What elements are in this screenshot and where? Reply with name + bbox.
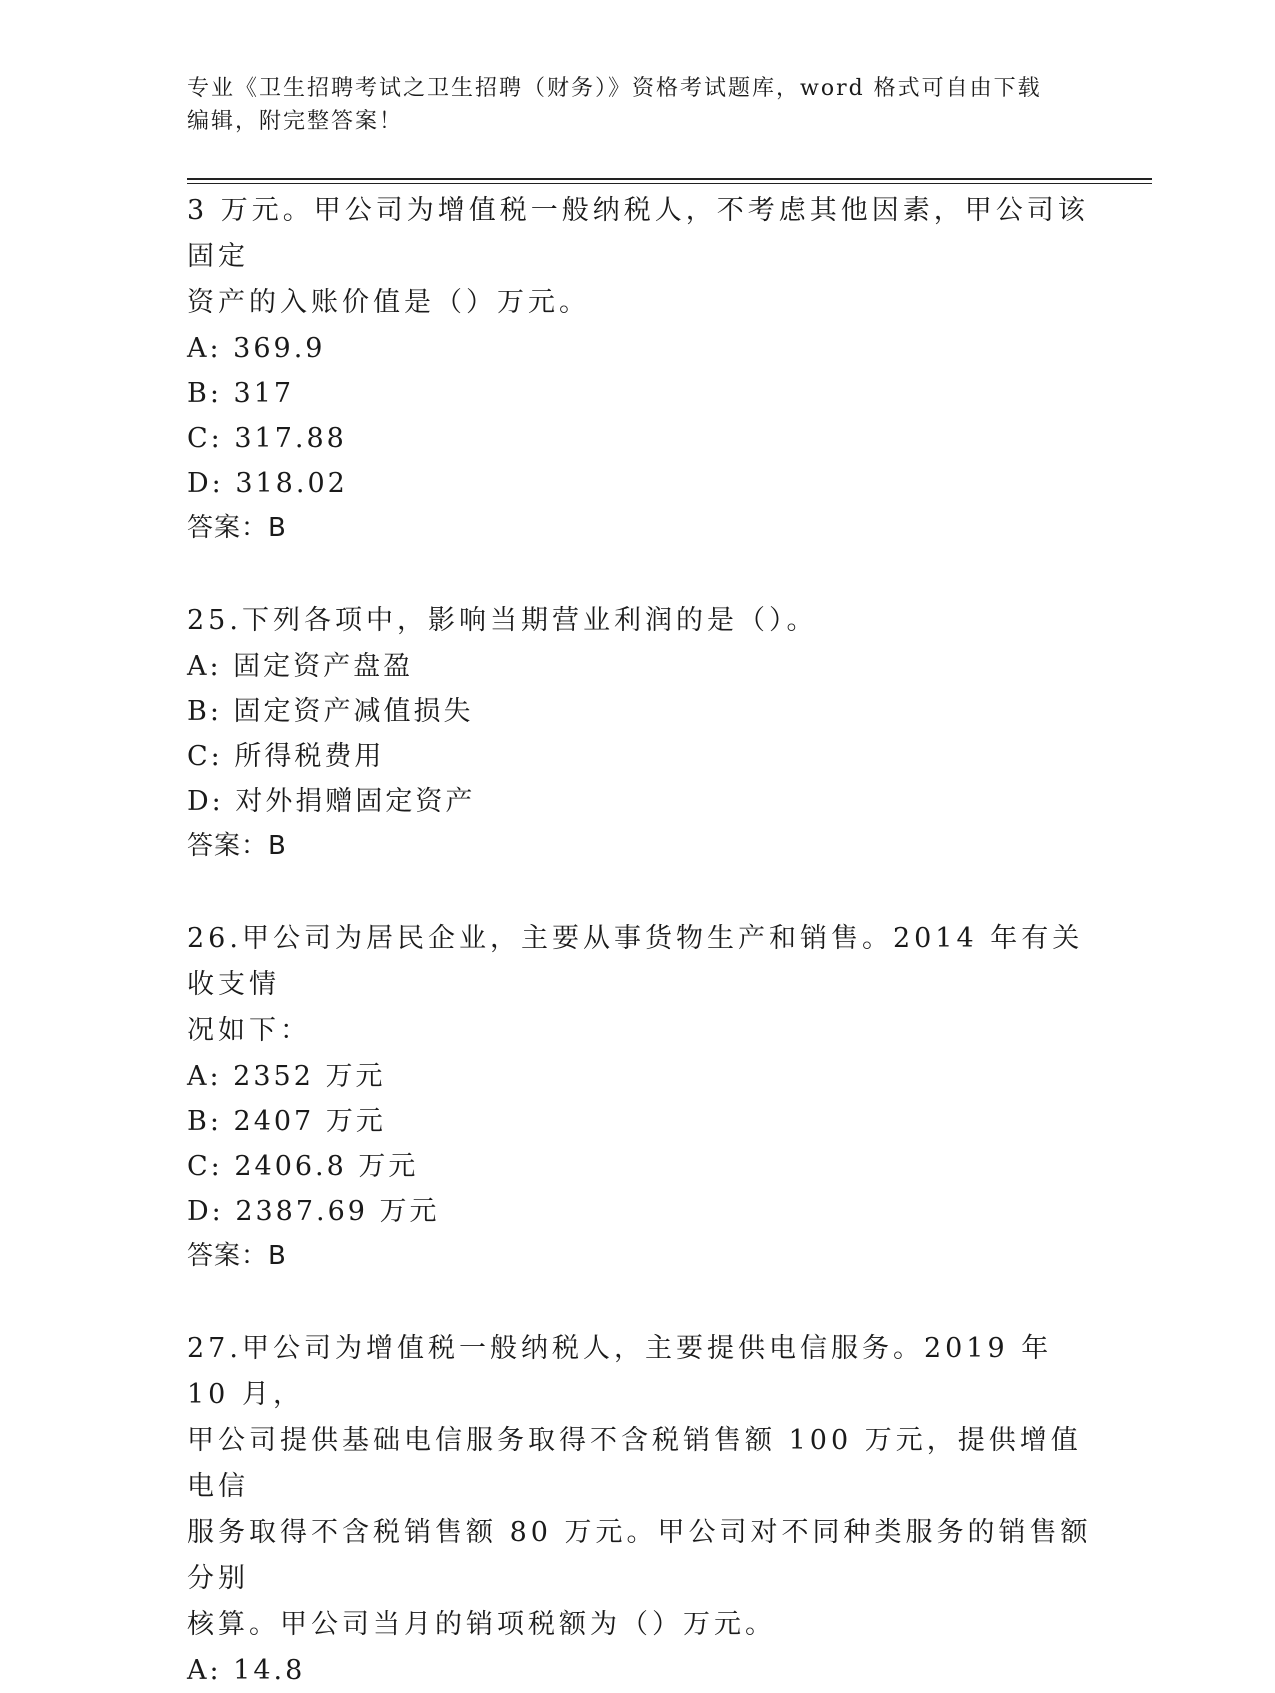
- spacer: [187, 550, 1107, 598]
- question-text-line: 26.甲公司为居民企业，主要从事货物生产和销售。2014 年有关收支情: [187, 923, 1084, 1000]
- answer-label: 答案：B: [187, 1241, 287, 1271]
- option-a: A: 14.8: [187, 1655, 306, 1686]
- question-block: [187, 916, 1107, 1278]
- option-b: B: 固定资产减值损失: [187, 696, 474, 727]
- option-c: C: 317.88: [187, 423, 347, 454]
- option-c: C: 所得税费用: [187, 741, 385, 772]
- question-text-line: 服务取得不含税销售额 80 万元。甲公司对不同种类服务的销售额分别: [187, 1517, 1092, 1594]
- question-text-line: 25.下列各项中，影响当期营业利润的是（）。: [187, 605, 818, 636]
- question-text-line: 资产的入账价值是（）万元。: [187, 287, 590, 318]
- header-line-1: 专业《卫生招聘考试之卫生招聘（财务）》资格考试题库，word 格式可自由下载: [187, 76, 1042, 101]
- question-block: [187, 598, 1107, 868]
- answer-label: 答案：B: [187, 831, 287, 861]
- question-block: [187, 1326, 1107, 1693]
- question-text-line: 况如下：: [187, 1015, 311, 1046]
- option-d: D: 318.02: [187, 468, 348, 499]
- question-text-line: 核算。甲公司当月的销项税额为（）万元。: [187, 1609, 776, 1640]
- option-a: A: 固定资产盘盈: [187, 651, 414, 682]
- option-d: D: 2387.69 万元: [187, 1196, 440, 1227]
- question-list: [187, 188, 1107, 1693]
- spacer: [187, 1278, 1107, 1326]
- question-text-line: 27.甲公司为增值税一般纳税人，主要提供电信服务。2019 年 10 月，: [187, 1333, 1053, 1410]
- option-a: A: 2352 万元: [187, 1061, 386, 1092]
- option-d: D: 对外捐赠固定资产: [187, 786, 476, 817]
- answer-label: 答案：B: [187, 513, 287, 543]
- question-text-line: 3 万元。甲公司为增值税一般纳税人，不考虑其他因素，甲公司该固定: [187, 195, 1089, 272]
- question-text-line: 甲公司提供基础电信服务取得不含税销售额 100 万元，提供增值电信: [187, 1425, 1082, 1502]
- option-b: B: 2407 万元: [187, 1106, 386, 1137]
- question-block: [187, 188, 1107, 550]
- option-b: B: 317: [187, 378, 295, 409]
- option-c: C: 2406.8 万元: [187, 1151, 419, 1182]
- option-a: A: 369.9: [187, 333, 326, 364]
- document-header: [187, 72, 1087, 138]
- header-divider-thin: [187, 183, 1152, 184]
- header-divider: [187, 178, 1152, 180]
- spacer: [187, 868, 1107, 916]
- header-line-2: 编辑，附完整答案！: [187, 109, 404, 134]
